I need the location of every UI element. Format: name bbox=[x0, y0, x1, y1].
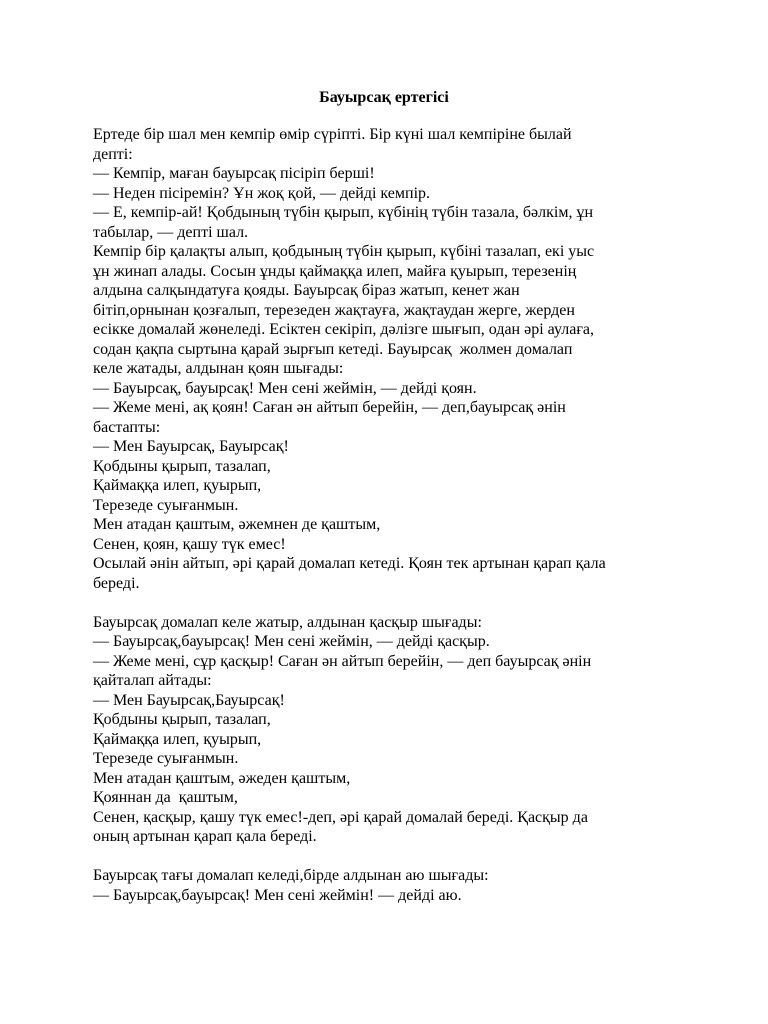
text-line: Мен атадан қаштым, әжеден қаштым, bbox=[93, 769, 351, 787]
text-line: Сенен, қоян, қашу түк емес! bbox=[93, 535, 286, 553]
text-line: бітіп,орнынан қозғалып, терезеден жақтауға, жақтаудан жерге, жерден bbox=[93, 301, 575, 319]
text-line: — Мен Бауырсақ, Бауырсақ! bbox=[93, 438, 289, 455]
text-line: Осылай әнін айтып, әрі қарай домалап кетеді. Қоян тек артынан қарап қала bbox=[93, 555, 606, 572]
text-line: келе жатады, алдынан қоян шығады: bbox=[93, 360, 344, 377]
text-line: — Неден пісіремін? Ұн жоқ қой, — дейді кемпір. bbox=[93, 184, 431, 202]
text-line: бастапты: bbox=[93, 418, 161, 436]
text-line: — Жеме мені, ақ қоян! Саған ән айтып берейін, — деп,бауырсақ әнін bbox=[93, 399, 566, 416]
blank-line bbox=[93, 593, 683, 613]
text-line: Мен атадан қаштым, әжемнен де қаштым, bbox=[93, 516, 381, 533]
text-line: қайталап айтады: bbox=[93, 672, 212, 689]
text-line: — Е, кемпір-ай! Қобдының түбін қырып, күбінің түбін тазала, бәлкім, ұн bbox=[93, 204, 593, 221]
text-line: — Бауырсақ, бауырсақ! Мен сені жеймін, — дейді қоян. bbox=[93, 379, 477, 397]
text-line: Қобдыны қырып, тазалап, bbox=[93, 711, 271, 728]
text-line: Қояннан да қаштым, bbox=[93, 789, 238, 806]
text-line: — Жеме мені, сұр қасқыр! Саған ән айтып берейін, — деп бауырсақ әнін bbox=[93, 652, 592, 670]
text-line: Бауырсақ тағы домалап келеді,бірде алдынан аю шығады: bbox=[93, 867, 489, 884]
text-line: содан қақпа сыртына қарай зырғып кетеді. Бауырсақ жолмен домалап bbox=[93, 340, 573, 358]
text-line: береді. bbox=[93, 574, 140, 592]
text-line: Терезеде суығанмын. bbox=[93, 496, 239, 514]
text-line: депті: bbox=[93, 145, 133, 163]
document-body bbox=[93, 125, 683, 905]
text-line: — Кемпір, маған бауырсақ пісіріп берші! bbox=[93, 165, 375, 182]
text-line: Қаймаққа илеп, қуырып, bbox=[93, 477, 262, 494]
text-line: — Бауырсақ,бауырсақ! Мен сені жеймін! — дейді аю. bbox=[93, 886, 462, 904]
text-line: Кемпір бір қалақты алып, қобдының түбін қырып, күбіні тазалап, екі уыс bbox=[93, 243, 595, 260]
text-line: есікке домалай жөнеледі. Есіктен секіріп, дәлізге шығып, одан әрі аулаға, bbox=[93, 321, 594, 338]
text-line: — Мен Бауырсақ,Бауырсақ! bbox=[93, 691, 285, 709]
document-title: Бауырсақ ертегісі bbox=[319, 89, 449, 106]
text-line: Терезеде суығанмын. bbox=[93, 750, 239, 767]
text-line: табылар, — депті шал. bbox=[93, 223, 249, 241]
text-line: Бауырсақ домалап келе жатыр, алдынан қасқыр шығады: bbox=[93, 613, 482, 631]
text-line: ұн жинап алады. Сосын ұнды қаймаққа илеп, майға қуырып, терезенің bbox=[93, 262, 577, 280]
text-line: — Бауырсақ,бауырсақ! Мен сені жеймін, — дейді қасқыр. bbox=[93, 633, 490, 650]
text-line: алдына салқындатуға қояды. Бауырсақ біраз жатып, кенет жан bbox=[93, 282, 520, 299]
text-line: оның артынан қарап қала береді. bbox=[93, 828, 317, 845]
text-line: Сенен, қасқыр, қашу түк емес!-деп, әрі қарай домалай береді. Қасқыр да bbox=[93, 808, 588, 826]
text-line: Ертеде бір шал мен кемпір өмір сүріпті. Бір күні шал кемпіріне былай bbox=[93, 126, 572, 143]
text-line: Қобдыны қырып, тазалап, bbox=[93, 457, 271, 475]
text-line: Қаймаққа илеп, қуырып, bbox=[93, 730, 262, 748]
blank-line bbox=[93, 847, 683, 867]
